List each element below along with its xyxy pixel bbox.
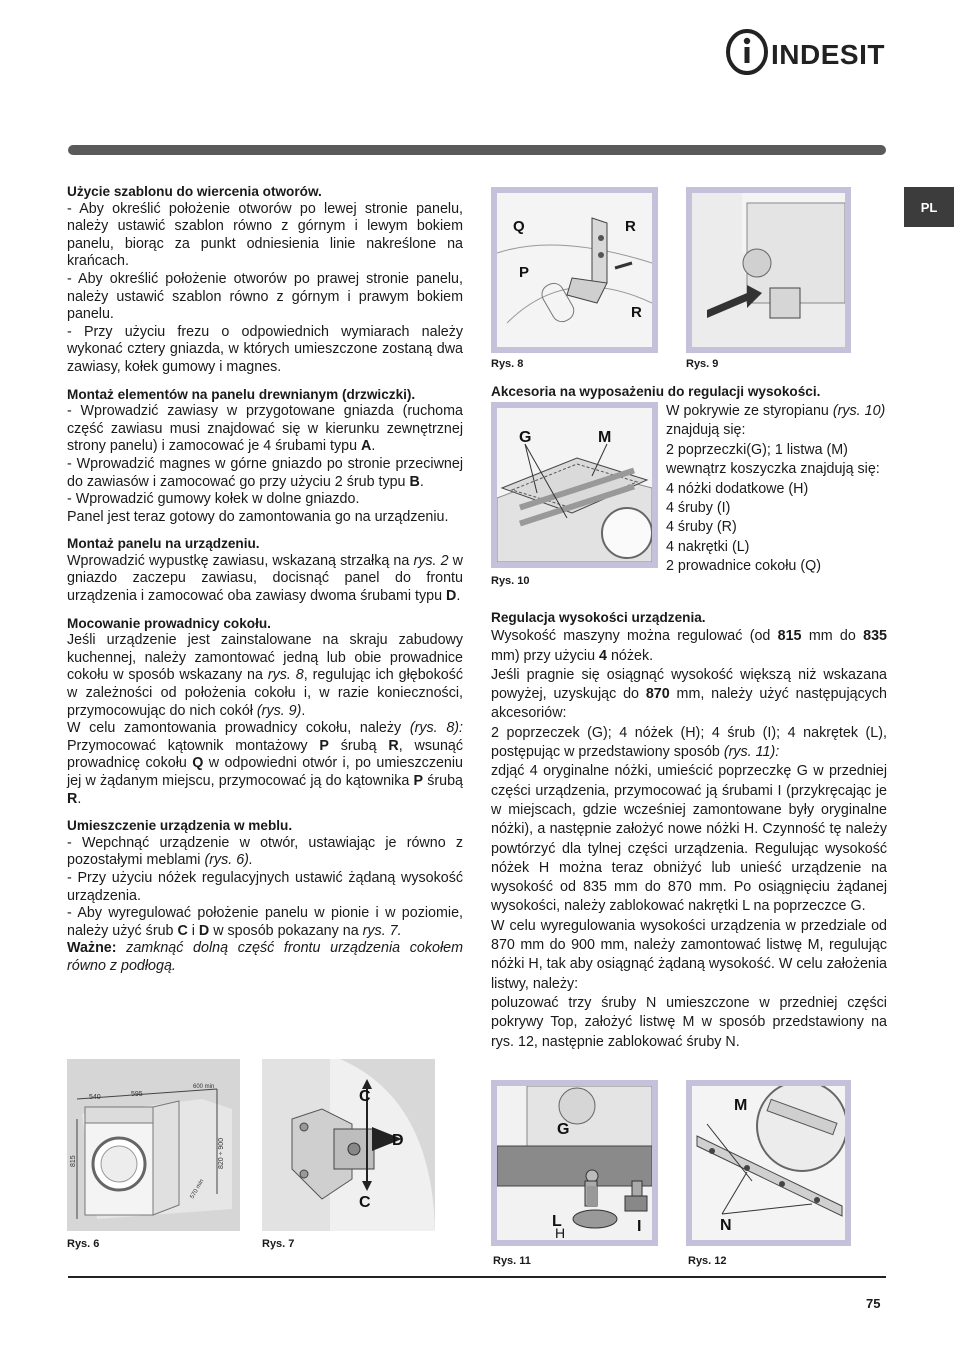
regulation-block [491,608,887,1052]
acc-line: 2 poprzeczki(G); 1 listwa (M) wewnątrz koszyczka znajdują się: [666,441,880,478]
left-column [67,183,463,976]
paragraph: Jeśli urządzenie jest zainstalowane na skraju zabudowy kuchennej, należy zamontować jedną lub obie prowadnice cokołu w sposób wskazany na rys. 8, regulując ich głębokość w zależności od położenia cokołu i, w razie konieczności, przymocowując do nich cokół (rys. 9). [67,632,464,719]
figure-rys7 [262,1059,435,1231]
warning-note: Ważne: zamknąć dolną część frontu urządzenia cokołem równo z podłogą. [67,940,463,974]
label-c-top: C [359,1088,371,1105]
accessories-list [666,402,888,577]
paragraph: Wysokość maszyny można regulować (od 815 mm do 835 mm) przy użyciu 4 nóżek. [491,628,887,664]
acc-line: W pokrywie ze styropianu (rys. 10) znajdują się: [666,403,886,439]
paragraph: Panel jest teraz gotowy do zamontowania go na urządzeniu. [67,508,449,525]
dim-540: 540 [89,1094,101,1101]
accessories-title-block [491,383,887,401]
brand-logo [725,28,885,76]
section-title: Montaż panelu na urządzeniu. [67,536,260,552]
dim-595: 595 [131,1091,143,1098]
paragraph: - Aby określić położenie otworów po prawej stronie panelu, należy ustawić szablon równo z górnym i prawym bokiem panelu. [67,270,463,323]
caption-rys9: Rys. 9 [686,358,719,370]
paragraph: - Wprowadzić gumowy kołek w dolne gniazdo. [67,491,360,508]
label-q: Q [513,218,525,235]
caption-rys10: Rys. 10 [491,575,530,587]
acc-line: 2 prowadnice cokołu (Q) [666,558,821,575]
label-n: N [720,1217,732,1234]
dim-570min: 570 min [189,1178,206,1200]
paragraph: - Wprowadzić magnes w górne gniazdo po stronie przeciwnej do zawiasów i zamocować go przy użyciu 2 śrub typu B. [67,455,463,490]
label-g: G [557,1121,570,1138]
paragraph: - Aby określić położenie otworów po lewej stronie panelu, należy ustawić szablon równo z górnym i lewym bokiem panelu, biorąc za punkt odniesienia linie nakreślone na krańcach. [67,200,463,270]
figure-rys8 [491,187,658,353]
dim-820-900: 820 ÷ 900 [218,1137,225,1169]
footer-rule [68,1276,886,1278]
caption-rys11: Rys. 11 [493,1255,531,1267]
section-title: Regulacja wysokości urządzenia. [491,610,706,625]
label-i: I [637,1218,642,1235]
figure-rys12 [686,1080,851,1246]
figure-rys9 [686,187,851,353]
paragraph: - Przy użyciu nóżek regulacyjnych ustawić żądaną wysokość urządzenia. [67,869,463,904]
label-m: M [734,1097,748,1114]
acc-line: 4 nakrętki (L) [666,538,750,555]
caption-rys12: Rys. 12 [688,1255,727,1267]
dim-815: 815 [70,1155,77,1167]
figure-rys10 [491,402,658,568]
paragraph: - Aby wyregulować położenie panelu w pionie i w poziomie, należy użyć śrub C i D w sposób pokazany na rys. 7. [67,905,463,939]
paragraph: Wprowadzić wypustkę zawiasu, wskazaną strzałką na rys. 2 w gniazdo zaczepu zawiasu, docisnąć panel do frontu urządzenia i zamocować oba zawiasy dwoma śrubami typu D. [67,552,463,605]
label-c-bottom: C [359,1194,371,1211]
paragraph: zdjąć 4 oryginalne nóżki, umieścić poprzeczkę G w przedniej części urządzenia, przymocować ją śrubami I (przykręcając je w miejscach, gdzie wcześniej zamontowane były oryginalne nóżki), a następnie założyć nowe nóżki H. Czynność tę należy powtórzyć dla tylnej części urządzenia. Regulując wysokość nóżek H można teraz obniżyć lub unieść urządzenie na wysokość od 835 mm do 870 mm. Po osiągnięciu żądanej wysokości, należy zablokować nakrętki L na poprzeczce G. [491,763,887,915]
paragraph: - Wepchnąć urządzenie w otwór, ustawiając je równo z pozostałymi meblami (rys. 6). [67,834,463,869]
section-title: Użycie szablonu do wiercenia otworów. [67,184,322,199]
paragraph: Jeśli pragnie się osiągnąć wysokość większą niż wskazana powyżej, uzyskując do 870 mm, należy użyć następujących akcesoriów: [491,666,887,722]
dim-600min: 600 min [193,1084,215,1090]
caption-rys8: Rys. 8 [491,358,524,370]
language-tab: PL [904,187,954,227]
section-title: Montaż elementów na panelu drewnianym (drzwiczki). [67,386,416,402]
acc-line: 4 śruby (R) [666,519,737,536]
caption-rys6: Rys. 6 [67,1238,100,1250]
paragraph: poluzować trzy śruby N umieszczone w przedniej części pokrywy Top, założyć listwę M w sposób przedstawiony na rys. 12, następnie zablokować śruby N. [491,994,887,1050]
label-r-bottom: R [631,304,642,321]
label-d: D [392,1132,404,1149]
label-m: M [598,429,612,446]
paragraph: W celu wyregulowania wysokości urządzenia w przedziale od 870 mm do 900 mm, należy zamontować listwę M, regulując nóżki H, tak aby osiągnąć żądaną wysokość. W celu założenia listwy, należy: [491,917,887,992]
paragraph: 2 poprzeczek (G); 4 nóżek (H); 4 śrub (I); 4 nakrętek (L), postępując w przedstawiony sposób (rys. 11): [491,724,887,761]
section-title: Mocowanie prowadnicy cokołu. [67,615,271,631]
paragraph: - Wprowadzić zawiasy w przygotowane gniazda (ruchoma część zawiasu musi znajdować się w kierunku zewnętrznej strony panelu) i zamocować je 4 śrubami typu A. [67,403,463,455]
label-g: G [519,429,532,446]
caption-rys7: Rys. 7 [262,1238,295,1250]
brand-name: INDESIT [771,39,885,70]
label-r-top: R [625,218,636,235]
acc-line: 4 śruby (I) [666,500,731,517]
paragraph: W celu zamontowania prowadnicy cokołu, należy (rys. 8): Przymocować kątownik montażowy P śrubą R, wsunąć prowadnicę cokołu Q w odpowiedni otwór i, po umieszczeniu jej w żądanym miejscu, przymocować ją do kątownika P śrubą R. [67,720,464,807]
section-title: Umieszczenie urządzenia w meblu. [67,818,293,834]
figure-rys11 [491,1080,658,1246]
header-rule [68,145,886,155]
label-l: L [552,1213,562,1230]
paragraph: - Przy użyciu frezu o odpowiednich wymiarach należy wykonać cztery gniazda, w których umieszczone zostaną dwa zawiasy, kołek gumowy i magnes. [67,323,463,375]
label-h: H [555,1225,566,1240]
section-title: Akcesoria na wyposażeniu do regulacji wysokości. [491,384,821,399]
acc-line: 4 nóżki dodatkowe (H) [666,480,809,497]
page-number: 75 [866,1296,881,1311]
figure-rys6 [67,1059,240,1231]
label-p: P [519,264,530,281]
